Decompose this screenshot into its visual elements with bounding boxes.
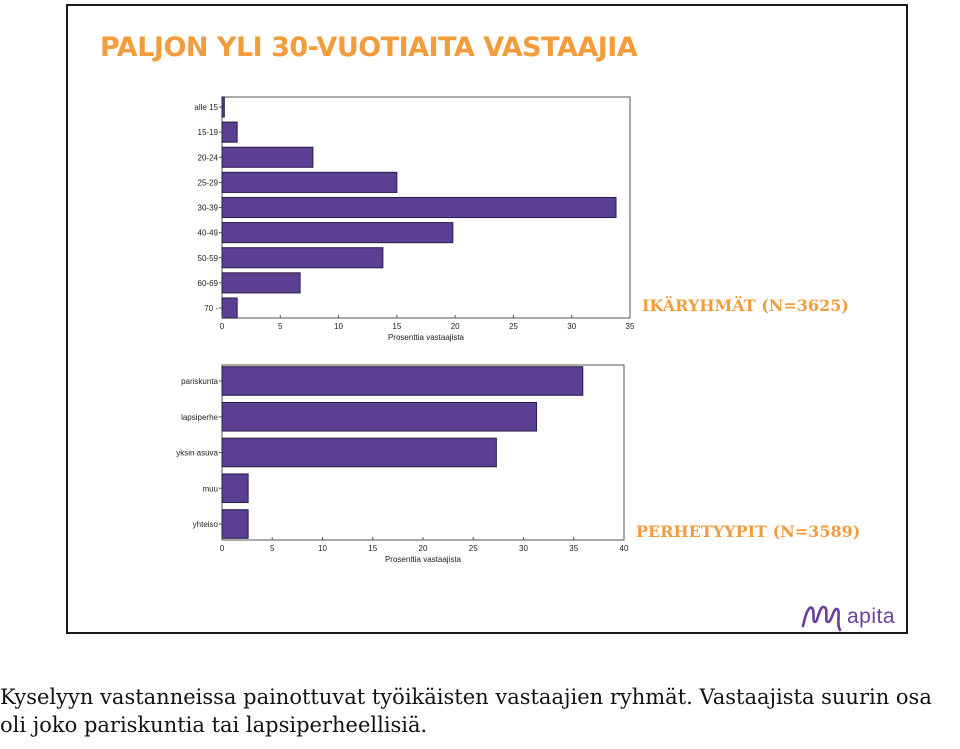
age-x-tick-label: 0	[219, 322, 225, 331]
age-x-tick-label: 10	[334, 322, 344, 331]
family-x-tick-label: 35	[569, 544, 579, 553]
family-x-tick-label: 0	[219, 544, 225, 553]
age-x-tick-label: 15	[392, 322, 402, 331]
family-bar	[222, 402, 537, 431]
age-bar	[222, 197, 616, 217]
family-chart-label: PERHETYYPIT (N=3589)	[636, 522, 861, 541]
logo-text: apita	[847, 605, 896, 628]
age-chart-label: IKÄRYHMÄT (N=3625)	[642, 296, 849, 315]
age-bar	[222, 248, 383, 268]
family-y-tick-label: yksin asuva	[176, 448, 218, 458]
caption-line-1: Kyselyyn vastanneissa painottuvat työikäisten vastaajien ryhmät. Vastaajista suurin osa	[0, 685, 932, 709]
age-y-tick-label: 30-39	[197, 203, 218, 213]
slide-title: PALJON YLI 30-VUOTIAITA VASTAAJIA	[100, 32, 638, 63]
family-y-tick-label: muu	[202, 484, 218, 494]
age-x-tick-label: 20	[450, 322, 460, 331]
family-x-tick-label: 10	[318, 544, 327, 553]
age-x-axis-label: Prosenttia vastaajista	[387, 333, 465, 342]
age-x-tick-label: 30	[567, 322, 577, 331]
family-x-tick-label: 40	[619, 544, 629, 553]
age-y-tick-label: 60-69	[197, 278, 218, 288]
age-x-tick-label: 5	[278, 322, 283, 331]
family-x-tick-label: 20	[418, 544, 428, 553]
age-bar	[222, 122, 237, 142]
family-bar	[222, 367, 583, 396]
age-y-tick-label: 15-19	[197, 128, 218, 138]
age-y-tick-label: 25-29	[197, 178, 218, 188]
caption	[0, 683, 960, 739]
family-x-tick-label: 25	[468, 544, 478, 553]
age-bar	[222, 298, 237, 318]
age-x-tick-label: 25	[508, 322, 518, 331]
age-x-tick-label: 35	[625, 322, 635, 331]
family-y-tick-label: yhteiso	[192, 520, 218, 529]
age-y-tick-label: 70 -	[204, 304, 218, 313]
family-bar	[222, 438, 496, 467]
age-bar	[222, 97, 224, 117]
family-y-tick-label: pariskunta	[181, 377, 218, 386]
family-x-tick-label: 30	[519, 544, 528, 553]
family-bar	[222, 510, 248, 539]
age-y-tick-label: 20-24	[197, 153, 218, 163]
age-y-tick-label: 40-49	[197, 228, 218, 238]
caption-line-2: oli joko pariskuntia tai lapsiperheellisiä.	[0, 713, 428, 737]
age-bar	[222, 223, 453, 243]
age-bar	[222, 172, 397, 192]
age-bar	[222, 273, 300, 293]
family-bar	[222, 474, 248, 503]
age-y-tick-label: 50-59	[197, 253, 218, 263]
family-x-tick-label: 5	[270, 544, 275, 553]
age-y-tick-label: alle 15	[194, 103, 218, 112]
family-x-axis-label: Prosenttia vastaajista	[384, 555, 462, 564]
family-x-tick-label: 15	[368, 544, 378, 553]
age-bar	[222, 147, 313, 167]
family-y-tick-label: lapsiperhe	[181, 412, 218, 422]
